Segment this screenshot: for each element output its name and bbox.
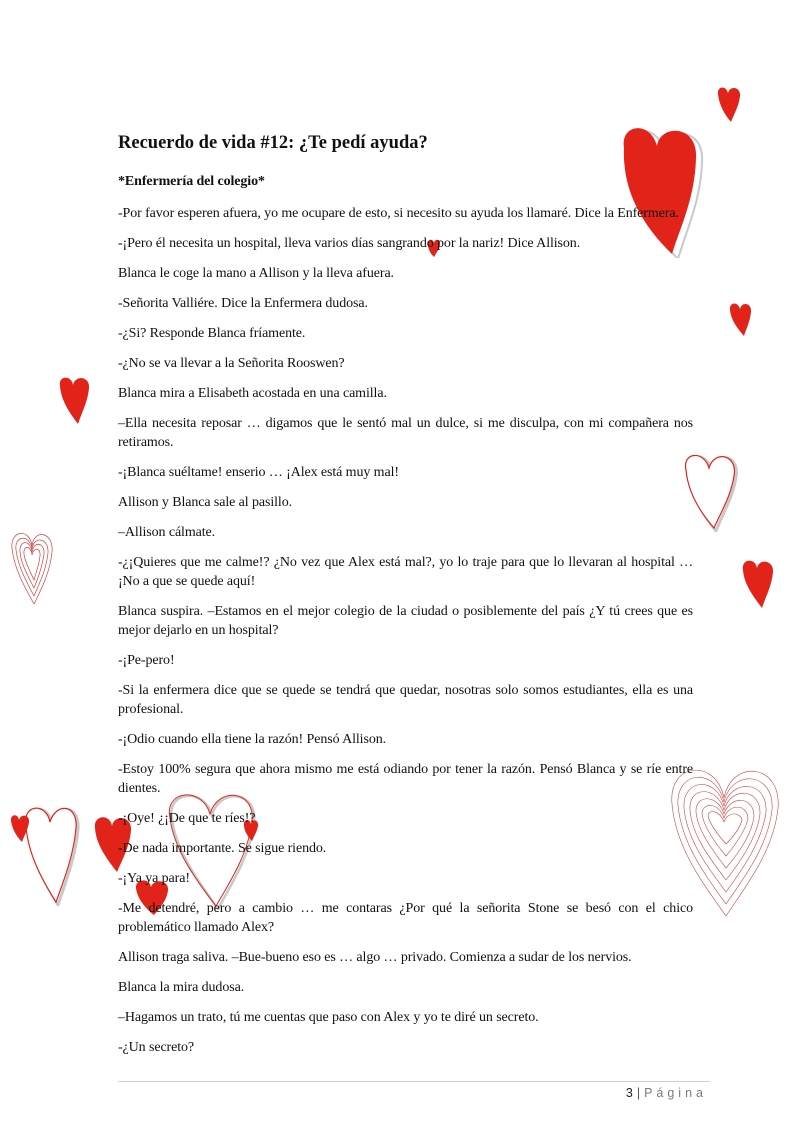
paragraph: -De nada importante. Se sigue riendo. <box>118 841 327 856</box>
paragraph: -¡Ya ya para! <box>118 871 190 886</box>
paragraph: Blanca suspira. –Estamos en el mejor colegio de la ciudad o posiblemente del país ¿Y tú crees que es mejor dejarlo en un hospital? <box>118 604 693 638</box>
paragraph: -¿Si? Responde Blanca fríamente. <box>118 326 306 341</box>
footer-divider <box>118 1081 710 1082</box>
paragraph: Blanca mira a Elisabeth acostada en una camilla. <box>118 386 387 401</box>
paragraph: -Si la enfermera dice que se quede se tendrá que quedar, nosotras solo somos estudiantes, ella es una profesional. <box>118 683 693 717</box>
chapter-title: Recuerdo de vida #12: ¿Te pedí ayuda? <box>118 133 428 153</box>
heart-icon <box>738 556 776 610</box>
footer-separator: | <box>636 1086 641 1100</box>
paragraph: Blanca la mira dudosa. <box>118 980 245 995</box>
paragraph: -Por favor esperen afuera, yo me ocupare de esto, si necesito su ayuda los llamaré. Dice la Enfermera. <box>118 206 679 221</box>
heart-icon <box>8 812 32 844</box>
paragraph: -¡Pero él necesita un hospital, lleva varios días sangrando por la nariz! Dice Allison. <box>118 236 581 251</box>
heart-wire-icon <box>4 526 56 606</box>
heart-icon <box>726 300 754 338</box>
paragraph: Allison y Blanca sale al pasillo. <box>118 495 292 510</box>
document-body <box>118 172 693 1068</box>
page-label: Página <box>644 1086 707 1100</box>
paragraph: -Me detendré, pero a cambio … me contaras ¿Por qué la señorita Stone se besó con el chico problemático llamado Alex? <box>118 901 693 935</box>
paragraph: -¿¡Quieres que me calme!? ¿No vez que Alex está mal?, yo lo traje para que lo llevaran al hospital … ¡No a que se quede aquí! <box>118 555 693 589</box>
paragraph: -¿No se va llevar a la Señorita Rooswen? <box>118 356 345 371</box>
paragraph: Allison traga saliva. –Bue-bueno eso es … algo … privado. Comienza a sudar de los nervios. <box>118 950 632 965</box>
paragraph: -¡Odio cuando ella tiene la razón! Pensó Allison. <box>118 732 387 747</box>
paragraph: -¿Un secreto? <box>118 1040 195 1055</box>
paragraph: -¡Pe-pero! <box>118 653 175 668</box>
paragraph: -¡Oye! ¿¡De que te ríes!? <box>118 811 256 826</box>
paragraph: –Ella necesita reposar … digamos que le sentó mal un dulce, si me disculpa, con mi compañera nos retiramos. <box>118 416 693 450</box>
paragraph: Blanca le coge la mano a Allison y la lleva afuera. <box>118 266 394 281</box>
paragraph: -¡Blanca suéltame! enserio … ¡Alex está muy mal! <box>118 465 399 480</box>
scene-heading: *Enfermería del colegio* <box>118 174 265 189</box>
page-number: 3 <box>625 1086 633 1100</box>
paragraph: –Hagamos un trato, tú me cuentas que paso con Alex y yo te diré un secreto. <box>118 1010 539 1025</box>
paragraph: -Estoy 100% segura que ahora mismo me está odiando por tener la razón. Pensó Blanca y se ríe entre dientes. <box>118 762 693 796</box>
page-footer <box>626 1086 707 1100</box>
heart-icon <box>714 84 744 124</box>
paragraph: –Allison cálmate. <box>118 525 216 540</box>
heart-icon <box>56 374 92 426</box>
paragraph: -Señorita Valliére. Dice la Enfermera dudosa. <box>118 296 368 311</box>
